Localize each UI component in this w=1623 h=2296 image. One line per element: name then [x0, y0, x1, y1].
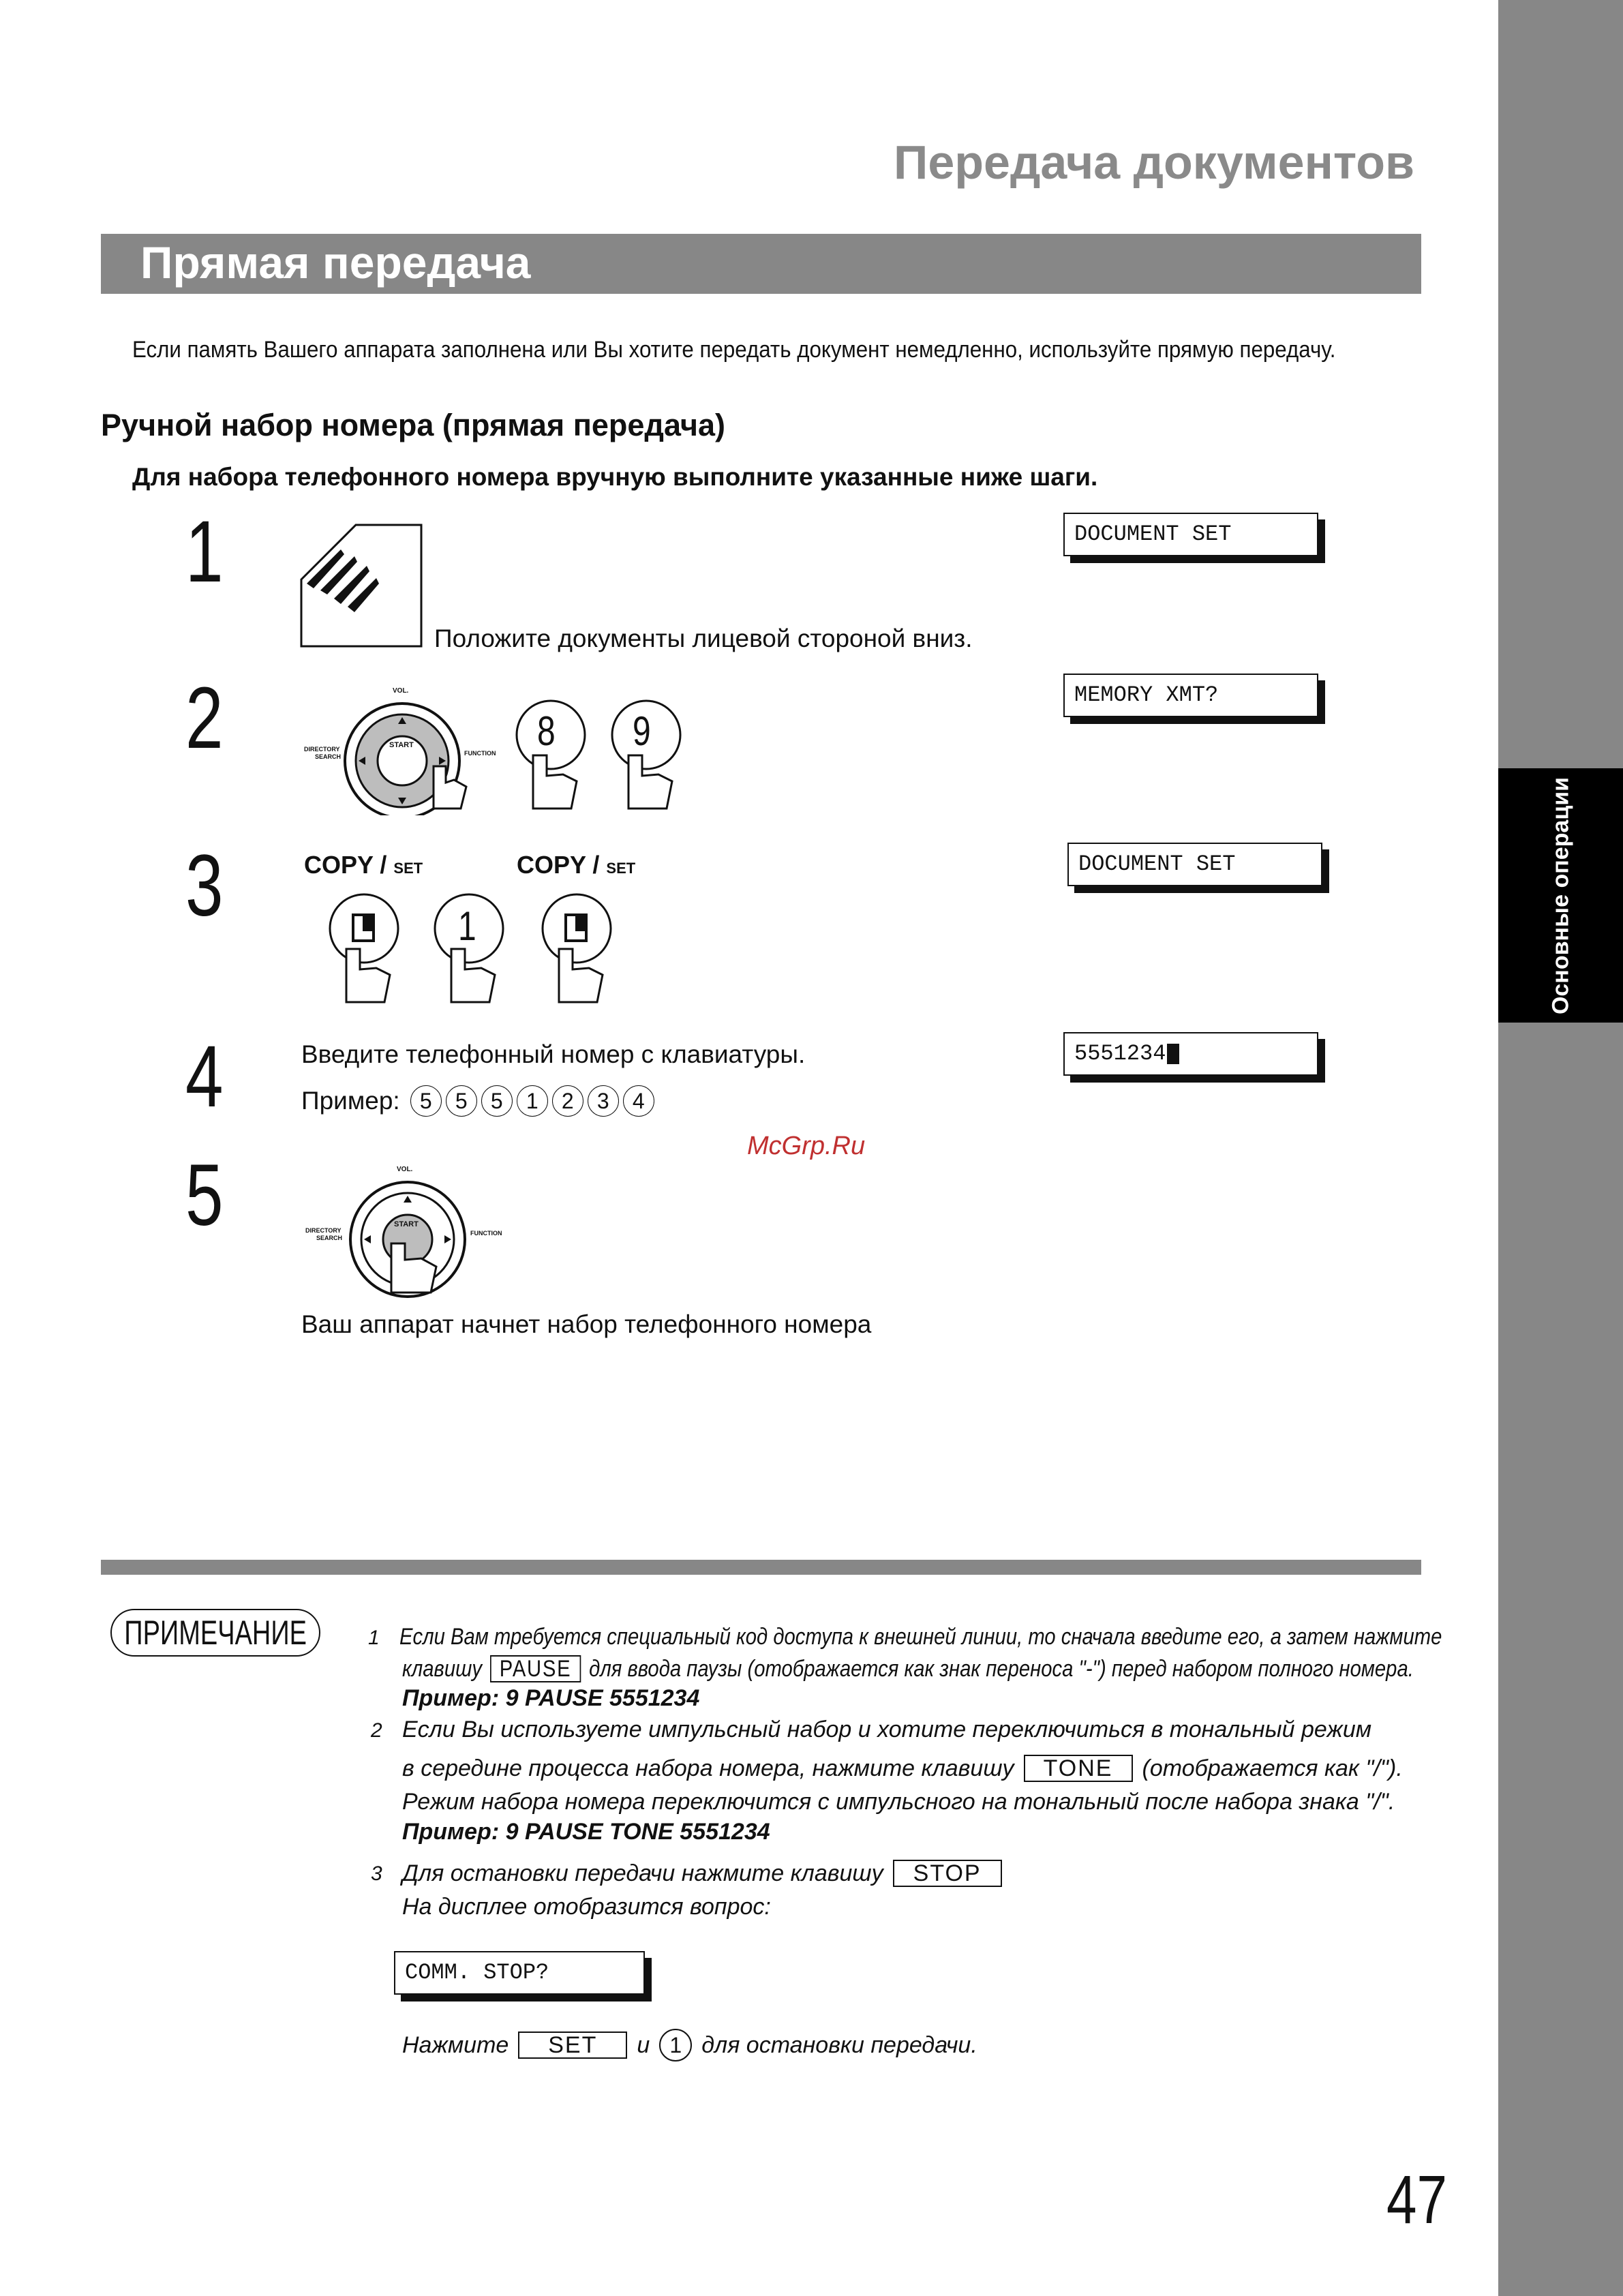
note-1-line1: Если Вам требуется специальный код доступа к внешней линии, то сначала введите его, а затем нажмите: [399, 1624, 1442, 1650]
note-3-line1: Для остановки передачи нажмите клавишу STOP: [402, 1860, 1002, 1887]
key-8-label: 8: [537, 708, 556, 754]
section-title: Прямая передача: [140, 237, 531, 288]
vol-label: VOL.: [393, 687, 409, 695]
digit-key: 4: [623, 1085, 654, 1117]
copy-key-icon: [327, 893, 404, 1005]
copy-set-label: COPY / SET: [517, 851, 636, 879]
step-number: 2: [185, 669, 224, 767]
note-2-example: Пример: 9 PAUSE TONE 5551234: [402, 1819, 770, 1845]
watermark: McGrp.Ru: [747, 1132, 866, 1160]
digit-key: 5: [410, 1085, 442, 1117]
vol-label: VOL.: [397, 1166, 413, 1173]
chapter-tab: [1498, 768, 1623, 1023]
directory-label: DIRECTORY: [304, 746, 340, 753]
step-4-text: Введите телефонный номер с клавиатуры.: [301, 1040, 806, 1068]
page-number: 47: [1386, 2162, 1447, 2238]
search-label: SEARCH: [315, 753, 342, 760]
note-1-line2: клавишу PAUSE для ввода паузы (отображается как знак переноса "-") перед набором полного номера.: [402, 1655, 1414, 1682]
right-margin-band: [1498, 0, 1623, 2296]
digit-key: 1: [517, 1085, 548, 1117]
lcd-display: 5551234: [1063, 1032, 1318, 1076]
digit-key: 3: [588, 1085, 619, 1117]
step-number: 3: [185, 837, 224, 935]
set-key: SET: [518, 2031, 627, 2059]
note-item-number: 3: [371, 1862, 382, 1885]
step-4-example: Пример: 5 5 5 1 2 3 4: [301, 1085, 656, 1117]
digit-key: 5: [481, 1085, 513, 1117]
intro-text: Если память Вашего аппарата заполнена или Вы хотите передать документ немедленно, используйте прямую передачу.: [132, 337, 1336, 363]
note-3-final: Нажмите SET и 1 для остановки передачи.: [402, 2029, 977, 2061]
directory-label: DIRECTORY: [305, 1227, 342, 1234]
pause-key: PAUSE: [490, 1655, 581, 1682]
function-label: FUNCTION: [464, 750, 496, 757]
key-1-circle: 1: [659, 2029, 692, 2061]
function-label: FUNCTION: [470, 1230, 502, 1237]
lcd-display: COMM. STOP?: [394, 1951, 645, 1995]
step-number: 5: [185, 1147, 224, 1244]
step-1-text: Положите документы лицевой стороной вниз.: [434, 624, 973, 652]
subsection-instruction: Для набора телефонного номера вручную выполните указанные ниже шаги.: [132, 463, 1098, 491]
lcd-display: DOCUMENT SET: [1063, 513, 1318, 556]
note-2-line2: в середине процесса набора номера, нажмите клавишу TONE (отображается как "/").: [402, 1755, 1403, 1781]
note-2-line1: Если Вы используете импульсный набор и хотите переключиться в тональный режим: [402, 1717, 1372, 1742]
notes-divider: [101, 1560, 1421, 1575]
tone-key: TONE: [1024, 1755, 1133, 1782]
note-item-number: 1: [368, 1627, 380, 1649]
lcd-display: MEMORY XMT?: [1063, 674, 1318, 717]
step-number: 4: [185, 1028, 224, 1126]
chapter-title: Передача документов: [894, 136, 1414, 189]
note-2-line3: Режим набора номера переключится с импульсного на тональный после набора знака "/".: [402, 1789, 1395, 1815]
step-5-text: Ваш аппарат начнет набор телефонного номера: [301, 1310, 872, 1338]
chapter-tab-label: Основные операции: [1547, 776, 1573, 1014]
note-1-example: Пример: 9 PAUSE 5551234: [402, 1685, 700, 1711]
note-item-number: 2: [371, 1719, 382, 1742]
copy-key-icon: [540, 893, 616, 1005]
note-badge: ПРИМЕЧАНИЕ: [110, 1609, 320, 1657]
start-label: START: [394, 1220, 419, 1228]
start-label: START: [389, 741, 414, 749]
key-9-label: 9: [633, 708, 651, 754]
subsection-title: Ручной набор номера (прямая передача): [101, 408, 726, 442]
digit-key: 2: [552, 1085, 583, 1117]
stop-key: STOP: [893, 1860, 1002, 1887]
lcd-display: DOCUMENT SET: [1067, 843, 1322, 886]
digit-key: 5: [446, 1085, 477, 1117]
cursor-block: [1167, 1044, 1179, 1064]
note-3-line2: На дисплее отобразится вопрос:: [402, 1894, 771, 1920]
document-feed-icon: [300, 524, 424, 649]
key-1-label: 1: [458, 903, 476, 949]
section-title-bar: [101, 234, 1421, 294]
search-label: SEARCH: [316, 1235, 343, 1241]
step-number: 1: [185, 503, 224, 601]
copy-set-label: COPY / SET: [304, 851, 423, 879]
